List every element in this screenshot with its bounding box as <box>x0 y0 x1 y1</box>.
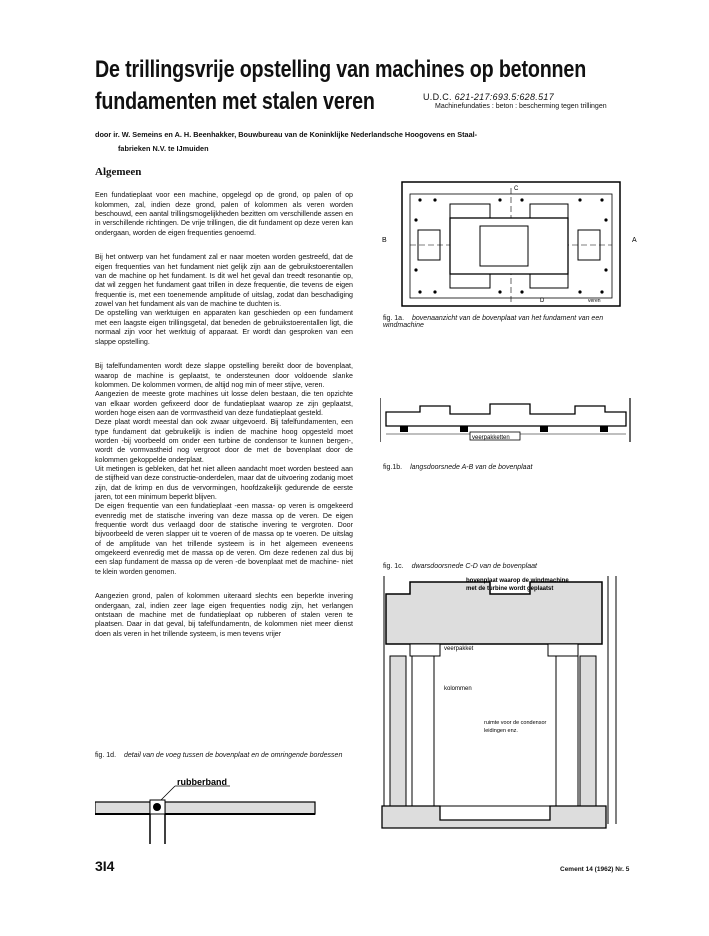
fig1a-label-b: B <box>382 237 387 244</box>
fig1b-label-veerpakketten: veerpakketten <box>472 435 510 441</box>
paragraph-4: Aangezien grond, palen of kolommen uiteraard slechts een beperkte invering ondergaan, zal, indien zeer lage eigen frequenties nodig zijn, het verlangen ontstaan de machine met de fundatieplaat op rubberen of stalen veren te plaatsen. Daar in dat geval, bij tafelfundamentn, de kolommen niet meer dienst doen als veren in het trillende systeem, is men tevens vrijer <box>95 592 353 638</box>
fig1c-label-kolommen: kolommen <box>444 686 472 692</box>
fig1d-detail-drawing <box>95 776 355 848</box>
title-line-2: fundamenten met stalen veren <box>95 88 375 115</box>
udc-number: 621-217:693.5:628.517 <box>454 92 555 102</box>
fig1c-label-veerpakket: veerpakket <box>444 646 474 652</box>
paragraph-3: Bij tafelfundamenten wordt deze slappe opstelling bereikt door de bovenplaat, waarop de machine is geplaatst, te ondersteunen door voldoende slanke kolommen. De kolommen vormen, de altijd nog min of meer stijve, veren. Aangezien de meeste grote machines uit losse delen bestaan, die ten opzichte van elkaar worden gefixeerd door de fundatieplaat waarop ze zijn geplaatst, worden hoge eisen aan de vormvastheid van deze fundatieplaat gesteld. Deze plaat wordt meestal dan ook zwaar uitgevoerd. Bij tafelfundamenten, een type fundament dat gebruikelijk is indien de machine hoog opgesteld moet worden -bij voorbeeld om onder een turbine de condensor te kunnen bergen-, wordt de vormvastheid nog vergroot door de met de bovenplaat door de kolommen gekoppelde onderplaat. Uit metingen is gebleken, dat het niet alleen aandacht moet worden besteed aan de stijfheid van deze constructie-onderdelen, maar dat de uitvoering zodanig moet zijn, dat de krimp en dus de vervormingen, hoofdzakelijk gedurende de eerste jaren, tot een minimum beperkt blijven. De eigen frequentie van een fundatieplaat -een massa- op veren is omgekeerd evenredig met de statische invering van deze massa op de veren. De eigen frequentie wordt dus verlaagd door de statische invering te vergroten. Door bijvoorbeeld de veren slapper uit te voeren of de massa op te voeren. De uitslag of de amplitude van het trillende systeem is in het algemeen eveneens omgekeerd evenredig met de massa op de veren. Om deze redenen zal dus bij een slap fundament de massa op de veren -de bovenplaat met de machine- niet te klein worden genomen. <box>95 362 353 576</box>
page-number: 3I4 <box>95 858 115 874</box>
fig1c-number: fig. 1c. <box>383 563 404 570</box>
fig1c-section-drawing <box>380 574 642 836</box>
fig1a-number: fig. 1a. <box>383 315 405 322</box>
fig1c-label-leidingen: leidingen enz. <box>484 728 518 734</box>
byline-line-1: door ir. W. Semeins en A. H. Beenhakker, Bouwbureau van de Koninklijke Nederlandsche Hoogovens en Staal- <box>95 130 478 139</box>
section-heading: Algemeen <box>95 166 142 178</box>
fig1c-label-condensor: ruimte voor de condensor <box>484 720 547 726</box>
fig1a-label-a: A <box>632 237 637 244</box>
subject-keywords: Machinefundaties : beton : bescherming tegen trillingen <box>435 103 607 110</box>
article-body <box>95 182 353 655</box>
fig1d-label-rubberband: rubberband <box>177 777 228 787</box>
fig1b-caption: fig.1b. langsdoorsnede A-B van de bovenplaat <box>383 464 533 471</box>
fig1a-caption: fig. 1a. bovenaanzicht van de bovenplaat van het fundament van een windmachine <box>383 315 604 329</box>
fig1d-number: fig. 1d. <box>95 752 117 759</box>
fig1d-caption: fig. 1d. detail van de voeg tussen de bovenplaat en de omringende bordessen <box>95 752 343 759</box>
journal-reference: Cement 14 (1962) Nr. 5 <box>560 866 630 873</box>
udc-code <box>423 92 554 102</box>
fig1c-label-bovenplaat: bovenplaat waarop de windmachine <box>466 578 569 584</box>
paragraph-2: Bij het ontwerp van het fundament zal er naar moeten worden gestreefd, dat de eigen frequenties van het fundament niet gelijk zijn aan de gebruikstoerentallen van de machine op het fundament. Is dit wel het geval dan treedt resonantie op, dat wil zeggen het fundament gaat trillen in deze frequentie, die tevens de eigen frequentie is, met een toenemende amplitude of uitslag, zodat dan beschadiging zowel van het fundament als van de machine te duchten is. De opstelling van werktuigen en apparaten kan geschieden op een fundament met een laagste eigen trillingsgetal, dat beneden de gebruikstoerentallen ligt, die normaal zijn voor het werktuig of apparaat. Er wordt dan gesproken van een slappe opstelling. <box>95 253 353 346</box>
byline-line-2: fabrieken N.V. te IJmuiden <box>118 144 209 153</box>
fig1a-plan-drawing <box>380 180 642 312</box>
fig1c-label-turbine: met de turbine wordt geplaatst <box>466 586 554 592</box>
fig1a-label-veren: veren <box>588 298 601 304</box>
fig1c-caption: fig. 1c. dwarsdoorsnede C-D van de bovenplaat <box>383 563 537 570</box>
fig1a-label-d: D <box>540 298 545 304</box>
fig1b-number: fig.1b. <box>383 464 403 471</box>
title-line-1: De trillingsvrije opstelling van machines op betonnen <box>95 56 587 83</box>
udc-prefix: U.D.C. <box>423 92 452 102</box>
paragraph-1: Een fundatieplaat voor een machine, opgelegd op de grond, op palen of op kolommen, zal, indien deze grond, palen of kolommen als veren worden beschouwd, een aantal trillingsmogelijkheden bezitten om verschillende assen en in verschillende richtingen. De vrije trillingen, die dit fundament op deze veren kan ondergaan, worden de eigen frequenties genoemd. <box>95 191 353 237</box>
fig1b-section-drawing <box>380 396 642 444</box>
fig1a-label-c: C <box>514 186 519 192</box>
